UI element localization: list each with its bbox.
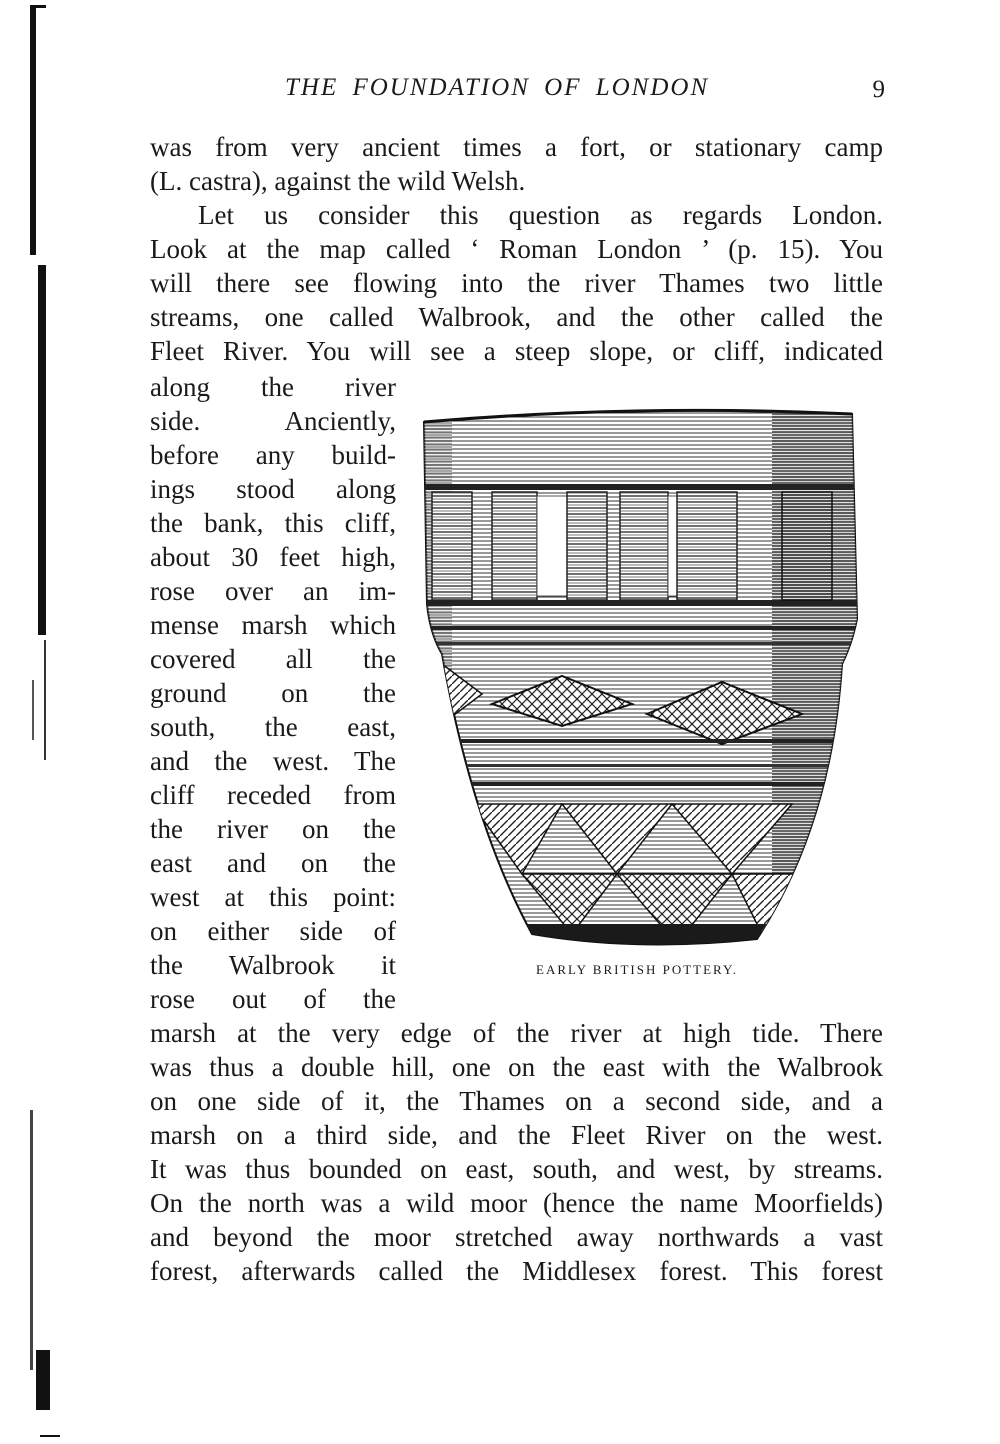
text-line: cliff receded from: [150, 780, 396, 810]
text-line: and beyond the moor stretched away northwards a vast: [150, 1222, 883, 1252]
text-line: forest, afterwards called the Middlesex forest. This forest: [150, 1256, 883, 1286]
text-line: (L. castra), against the wild Welsh.: [150, 166, 526, 196]
text-line: covered all the: [150, 644, 396, 674]
text-line: on one side of it, the Thames on a second side, and a: [150, 1086, 883, 1116]
text-line: rose over an im-: [150, 576, 396, 606]
text-line: It was thus bounded on east, south, and west, by streams.: [150, 1154, 883, 1184]
text-line: before any build-: [150, 440, 396, 470]
text-line: and the west. The: [150, 746, 396, 776]
text-line: the bank, this cliff,: [150, 508, 396, 538]
beaker-engraving: [412, 404, 862, 954]
running-title: THE FOUNDATION OF LONDON: [285, 74, 710, 101]
text-line: Fleet River. You will see a steep slope, or cliff, indicated: [150, 336, 883, 366]
text-line: was from very ancient times a fort, or stationary camp: [150, 132, 883, 162]
text-line: along the river: [150, 372, 396, 402]
text-line: rose out of the: [150, 984, 396, 1014]
page-binding-edge: [0, 0, 60, 1444]
text-line: streams, one called Walbrook, and the other called the: [150, 302, 883, 332]
page-number: 9: [872, 76, 885, 103]
text-line: Look at the map called ‘ Roman London ’ (p. 15). You: [150, 234, 883, 264]
text-line: south, the east,: [150, 712, 396, 742]
text-line: marsh on a third side, and the Fleet River on the west.: [150, 1120, 883, 1150]
text-line: On the north was a wild moor (hence the name Moorfields): [150, 1188, 883, 1218]
text-line: mense marsh which: [150, 610, 396, 640]
text-line: marsh at the very edge of the river at high tide. There: [150, 1018, 883, 1048]
text-line: ground on the: [150, 678, 396, 708]
text-line: east and on the: [150, 848, 396, 878]
text-line: the Walbrook it: [150, 950, 396, 980]
text-line: about 30 feet high,: [150, 542, 396, 572]
running-header: [150, 74, 885, 110]
text-line: will there see flowing into the river Thames two little: [150, 268, 883, 298]
text-line: the river on the: [150, 814, 396, 844]
text-line: ings stood along: [150, 474, 396, 504]
text-line: side. Anciently,: [150, 406, 396, 436]
text-line: on either side of: [150, 916, 396, 946]
pottery-illustration: [412, 404, 862, 954]
figure-caption: EARLY BRITISH POTTERY.: [536, 962, 738, 977]
text-line: Let us consider this question as regards London.: [198, 200, 883, 230]
text-line: was thus a double hill, one on the east with the Walbrook: [150, 1052, 883, 1082]
text-line: west at this point:: [150, 882, 396, 912]
